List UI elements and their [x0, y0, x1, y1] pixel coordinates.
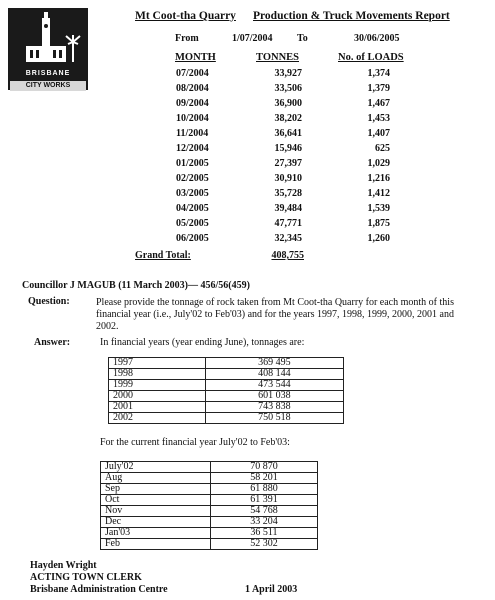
report-row-month: 12/2004	[176, 143, 209, 154]
answer-intro: In financial years (year ending June), tonnages are:	[100, 337, 305, 348]
table-row	[109, 391, 344, 402]
table-row	[101, 495, 318, 506]
councillor-line: Councillor J MAGUB (11 March 2003)— 456/56(459)	[22, 280, 250, 291]
month-tonnes-cell: 54 768	[210, 506, 317, 517]
report-row-month: 04/2005	[176, 203, 209, 214]
month-cell: Jan'03	[101, 528, 211, 539]
year-tonnes-cell: 743 838	[205, 402, 343, 413]
report-row-loads: 1,374	[367, 68, 390, 79]
report-row-loads: 1,412	[367, 188, 390, 199]
question-text: Please provide the tonnage of rock taken from Mt Coot-tha Quarry for each month of this financial year (i.e., July'02 to Feb'03) and for the years 1997, 1998, 1999, 2000, 2001 and 2002.	[96, 297, 454, 332]
report-row-loads: 1,467	[367, 98, 390, 109]
month-cell: Feb	[101, 539, 211, 550]
year-cell: 1999	[109, 380, 206, 391]
report-row-tonnes: 33,506	[274, 83, 302, 94]
question-label: Question:	[28, 296, 70, 307]
table-row	[109, 402, 344, 413]
month-tonnes-cell: 70 870	[210, 462, 317, 473]
annual-tonnage-table	[108, 357, 344, 424]
report-row-loads: 625	[375, 143, 390, 154]
table-row	[101, 506, 318, 517]
report-row-loads: 1,875	[367, 218, 390, 229]
report-row-loads: 1,260	[367, 233, 390, 244]
report-row-tonnes: 38,202	[274, 113, 302, 124]
current-year-intro: For the current financial year July'02 to Feb'03:	[100, 437, 290, 448]
grand-total-label: Grand Total:	[135, 250, 191, 261]
grand-total-value: 408,755	[271, 250, 304, 261]
signatory-position: ACTING TOWN CLERK	[30, 572, 142, 583]
report-row-month: 01/2005	[176, 158, 209, 169]
table-row	[101, 517, 318, 528]
report-row-tonnes: 15,946	[274, 143, 302, 154]
year-cell: 2001	[109, 402, 206, 413]
table-row	[101, 539, 318, 550]
to-label: To	[297, 33, 308, 44]
report-row-loads: 1,407	[367, 128, 390, 139]
report-row-tonnes: 27,397	[274, 158, 302, 169]
year-cell: 1997	[109, 358, 206, 369]
month-cell: July'02	[101, 462, 211, 473]
table-row	[101, 484, 318, 495]
year-tonnes-cell: 408 144	[205, 369, 343, 380]
report-row-month: 10/2004	[176, 113, 209, 124]
month-cell: Sep	[101, 484, 211, 495]
city-hall-icon	[8, 8, 88, 68]
table-row	[109, 380, 344, 391]
report-row-month: 06/2005	[176, 233, 209, 244]
month-tonnes-cell: 61 391	[210, 495, 317, 506]
signature-date: 1 April 2003	[245, 584, 298, 595]
report-row-month: 03/2005	[176, 188, 209, 199]
to-date: 30/06/2005	[354, 33, 400, 44]
year-tonnes-cell: 473 544	[205, 380, 343, 391]
month-cell: Dec	[101, 517, 211, 528]
signatory-name: Hayden Wright	[30, 560, 97, 571]
report-row-tonnes: 32,345	[274, 233, 302, 244]
column-header-tonnes: TONNES	[256, 52, 299, 63]
month-tonnes-cell: 33 204	[210, 517, 317, 528]
table-row	[109, 369, 344, 380]
month-cell: Oct	[101, 495, 211, 506]
table-row	[109, 413, 344, 424]
report-row-loads: 1,029	[367, 158, 390, 169]
logo-cityworks-text: CITY WORKS	[10, 81, 86, 91]
year-cell: 2002	[109, 413, 206, 424]
report-row-month: 11/2004	[176, 128, 209, 139]
year-tonnes-cell: 601 038	[205, 391, 343, 402]
report-title-location: Mt Coot-tha Quarry	[135, 10, 236, 22]
year-cell: 1998	[109, 369, 206, 380]
report-row-month: 05/2005	[176, 218, 209, 229]
year-tonnes-cell: 750 518	[205, 413, 343, 424]
year-tonnes-cell: 369 495	[205, 358, 343, 369]
logo-brisbane-text: BRISBANE	[25, 70, 71, 77]
answer-label: Answer:	[34, 337, 71, 348]
signatory-office: Brisbane Administration Centre	[30, 584, 168, 595]
column-header-loads: No. of LOADS	[338, 52, 404, 63]
report-row-tonnes: 36,641	[274, 128, 302, 139]
report-row-month: 02/2005	[176, 173, 209, 184]
year-cell: 2000	[109, 391, 206, 402]
month-tonnes-cell: 52 302	[210, 539, 317, 550]
table-row	[101, 528, 318, 539]
report-row-loads: 1,539	[367, 203, 390, 214]
month-cell: Nov	[101, 506, 211, 517]
report-title: Production & Truck Movements Report	[253, 10, 450, 22]
table-row	[101, 473, 318, 484]
month-tonnes-cell: 58 201	[210, 473, 317, 484]
report-row-month: 09/2004	[176, 98, 209, 109]
report-row-tonnes: 36,900	[274, 98, 302, 109]
report-row-tonnes: 35,728	[274, 188, 302, 199]
month-tonnes-cell: 36 511	[210, 528, 317, 539]
report-row-tonnes: 30,910	[274, 173, 302, 184]
report-row-loads: 1,379	[367, 83, 390, 94]
from-label: From	[175, 33, 199, 44]
report-row-loads: 1,453	[367, 113, 390, 124]
table-row	[109, 358, 344, 369]
report-row-month: 08/2004	[176, 83, 209, 94]
report-row-month: 07/2004	[176, 68, 209, 79]
month-tonnes-cell: 61 880	[210, 484, 317, 495]
report-row-tonnes: 39,484	[274, 203, 302, 214]
from-date: 1/07/2004	[232, 33, 273, 44]
brisbane-city-works-logo	[8, 8, 88, 90]
monthly-tonnage-table	[100, 461, 318, 550]
report-row-tonnes: 47,771	[274, 218, 302, 229]
report-row-tonnes: 33,927	[274, 68, 302, 79]
table-row	[101, 462, 318, 473]
column-header-month: MONTH	[175, 52, 216, 63]
month-cell: Aug	[101, 473, 211, 484]
report-row-loads: 1,216	[367, 173, 390, 184]
